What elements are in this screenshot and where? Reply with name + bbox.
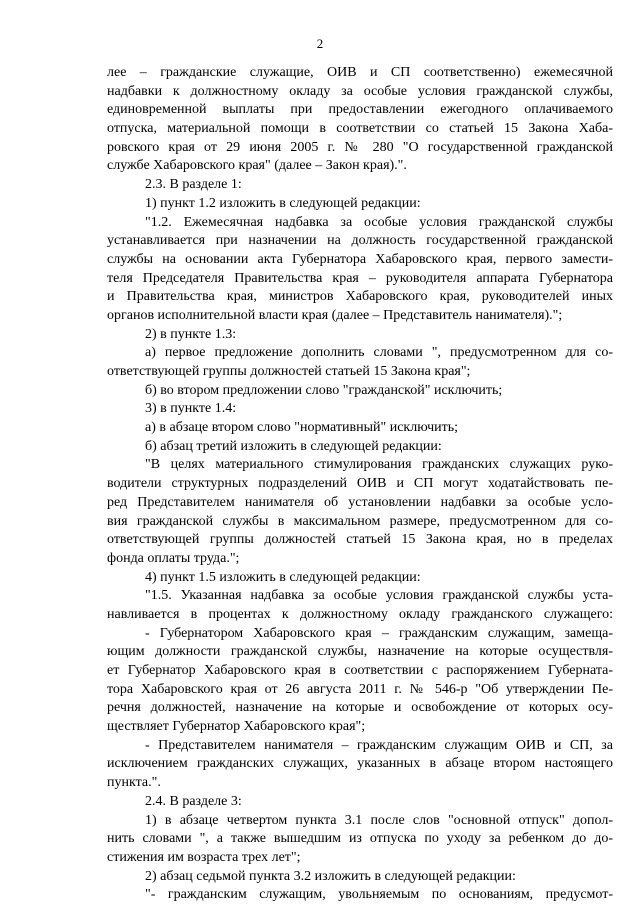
text-line: вия гражданской службы в максимальном размере, предусмотренном для со- bbox=[107, 513, 613, 529]
page-number: 2 bbox=[316, 36, 324, 51]
text-line: а) в абзаце втором слово "нормативный" исключить; bbox=[145, 420, 459, 436]
text-line: единовременной выплаты при предоставлении ежегодного оплачиваемого bbox=[107, 102, 613, 118]
text-line: и Правительства края, министров Хабаровского края, руководителей иных bbox=[107, 289, 613, 305]
text-line: 1) пункт 1.2 изложить в следующей редакции: bbox=[145, 195, 421, 211]
text-line: 2) в пункте 1.3: bbox=[145, 326, 237, 342]
text-line: ответствующей группы должностей статьей 15 Закона края, но в пределах bbox=[107, 532, 613, 548]
text-line: исключением гражданских служащих, указанных в абзаце втором настоящего bbox=[107, 756, 613, 772]
text-line: нить словами ", а также вышедшим из отпуска по уходу за ребенком до до- bbox=[107, 831, 613, 847]
text-line: лее – гражданские служащие, ОИВ и СП соответственно) ежемесячной bbox=[107, 65, 613, 80]
text-line: стижения им возраста трех лет"; bbox=[107, 849, 301, 865]
document-body bbox=[107, 64, 613, 905]
text-line: органов исполнительной власти края (далее – Представитель нанимателя)."; bbox=[107, 307, 563, 323]
text-line: ществляет Губернатор Хабаровского края"; bbox=[107, 719, 366, 735]
text-line: 4) пункт 1.5 изложить в следующей редакции: bbox=[145, 569, 421, 585]
text-line: ющим должности гражданской службы, назначение на которые осуществля- bbox=[107, 644, 613, 660]
text-line: "1.5. Указанная надбавка за особые условия гражданской службы уста- bbox=[145, 588, 613, 604]
text-line: "1.2. Ежемесячная надбавка за особые условия гражданской службы bbox=[145, 214, 613, 230]
text-line: б) абзац третий изложить в следующей редакции: bbox=[145, 438, 442, 454]
text-line: пункта.". bbox=[107, 775, 161, 791]
text-line: речня должностей, назначение на которые и освобождение от которых осу- bbox=[107, 700, 613, 716]
text-line: теля Председателя Правительства края – руководителя аппарата Губернатора bbox=[107, 270, 613, 286]
text-line: водители структурных подразделений ОИВ и СП могут ходатайствовать пе- bbox=[107, 476, 613, 492]
text-line: "В целях материального стимулирования гражданских служащих руко- bbox=[145, 457, 613, 473]
text-line: ет Губернатор Хабаровского края в соответствии с распоряжением Губерната- bbox=[107, 663, 613, 678]
text-line: 2.3. В разделе 1: bbox=[145, 177, 242, 193]
text-line: надбавки к должностному окладу за особые условия гражданской службы, bbox=[107, 83, 613, 99]
text-line: - Губернатором Хабаровского края – гражданским служащим, замеща- bbox=[145, 625, 613, 641]
text-line: а) первое предложение дополнить словами ", предусмотренном для со- bbox=[145, 345, 613, 361]
text-line: навливается в процентах к должностному окладу гражданского служащего: bbox=[107, 606, 613, 622]
text-line: службе Хабаровского края" (далее – Закон края).". bbox=[107, 158, 407, 174]
text-line: ровского края от 29 июня 2005 г. № 280 "О государственной гражданской bbox=[107, 139, 613, 155]
text-line: ответствующей группы должностей статьей 15 Закона края"; bbox=[107, 364, 471, 379]
text-line: 2.4. В разделе 3: bbox=[145, 793, 242, 809]
text-line: ред Представителем нанимателя об установлении надбавки за особые усло- bbox=[107, 494, 613, 510]
text-line: 1) в абзаце четвертом пункта 3.1 после слов "основной отпуск" допол- bbox=[145, 812, 613, 828]
text-line: службы на основании акта Губернатора Хабаровского края, первого замести- bbox=[107, 251, 613, 267]
text-line: б) во втором предложении слово "гражданской" исключить; bbox=[145, 382, 503, 398]
text-line: "- гражданским служащим, увольняемым по основаниям, предусмот- bbox=[145, 887, 613, 903]
text-line: устанавливается при назначении на должность государственной гражданской bbox=[107, 233, 613, 249]
text-line: фонда оплаты труда."; bbox=[107, 550, 240, 566]
text-line: тора Хабаровского края от 26 августа 2011 г. № 546-р "Об утверждении Пе- bbox=[107, 681, 613, 697]
text-line: 2) абзац седьмой пункта 3.2 изложить в следующей редакции: bbox=[145, 868, 516, 884]
text-line: 3) в пункте 1.4: bbox=[145, 401, 237, 417]
text-line: отпуска, материальной помощи в соответствии со статьей 15 Закона Хаба- bbox=[107, 121, 613, 137]
text-line: - Представителем нанимателя – гражданским служащим ОИВ и СП, за bbox=[145, 737, 613, 753]
